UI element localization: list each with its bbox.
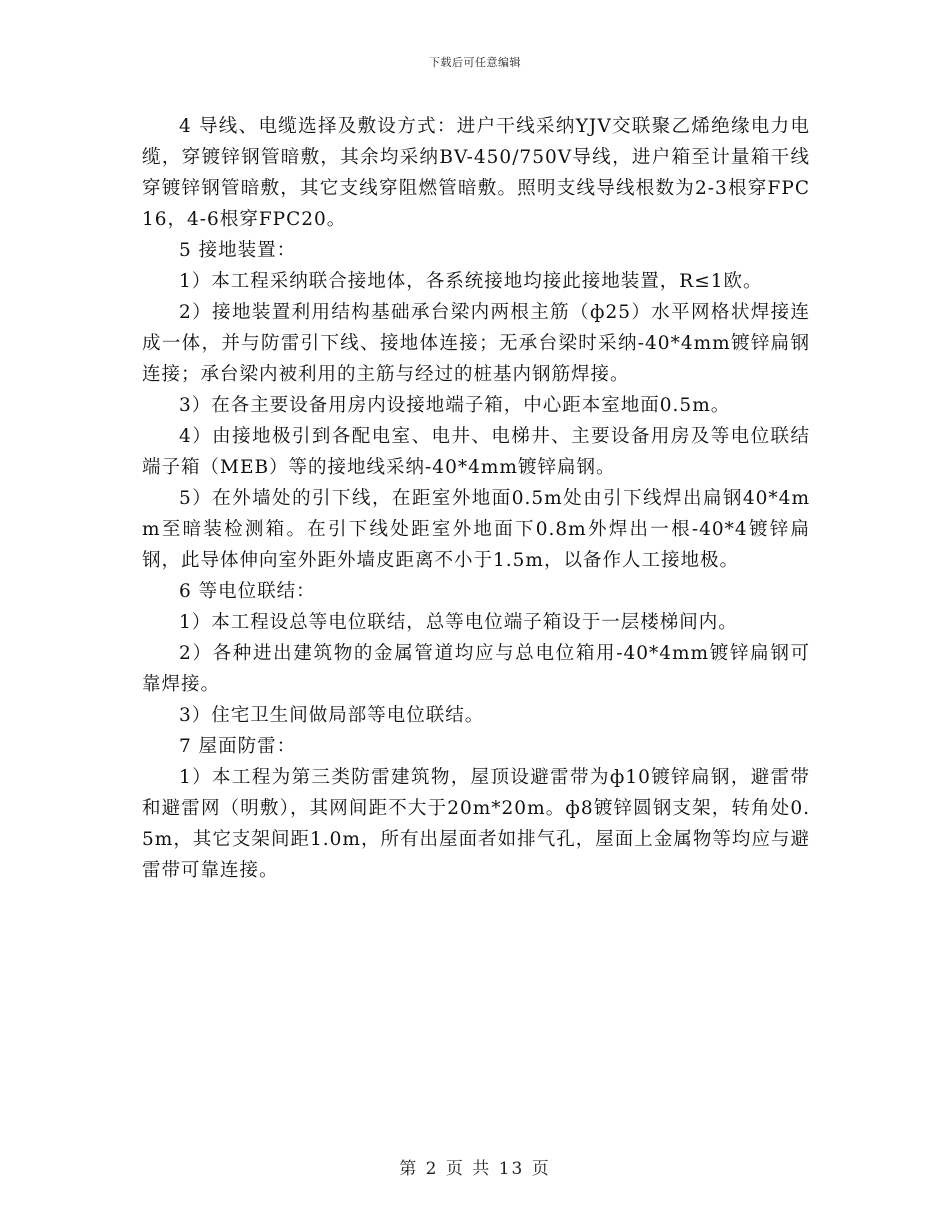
paragraph-grounding-2: 2）接地装置利用结构基础承台梁内两根主筋（ф25）水平网格状焊接连成一体，并与防雷引下线、接地体连接；无承台梁时采纳-40*4mm镀锌扁钢连接；承台梁内被利用的主筋与经过的桩基内钢筋焊接。 <box>142 302 810 385</box>
heading-roof-lightning: 7 屋面防雷： <box>179 736 297 757</box>
paragraph-equipotential-3: 3）住宅卫生间做局部等电位联结。 <box>179 705 485 726</box>
paragraph-grounding-3: 3）在各主要设备用房内设接地端子箱，中心距本室地面0.5m。 <box>179 395 731 416</box>
page-number-footer: 第 2 页 共 13 页 <box>399 1159 551 1179</box>
page-header: 下载后可任意编辑 <box>429 56 521 69</box>
paragraph-equipotential-1: 1）本工程设总等电位联结，总等电位端子箱设于一层楼梯间内。 <box>179 612 738 633</box>
paragraph-grounding-4: 4）由接地极引到各配电室、电井、电梯井、主要设备用房及等电位联结端子箱（MEB）等的接地线采纳-40*4mm镀锌扁钢。 <box>142 426 810 478</box>
paragraph-equipotential-2: 2）各种进出建筑物的金属管道均应与总电位箱用-40*4mm镀锌扁钢可靠焊接。 <box>142 643 810 695</box>
document-body <box>142 111 810 886</box>
paragraph-grounding-5: 5）在外墙处的引下线，在距室外地面0.5m处由引下线焊出扁钢40*4mm至暗装检测箱。在引下线处距室外地面下0.8m外焊出一根-40*4镀锌扁钢，此导体伸向室外距外墙皮距离不小于1.5m，以备作人工接地极。 <box>142 488 810 571</box>
paragraph-wiring: 4 导线、电缆选择及敷设方式：进户干线采纳YJV交联聚乙烯绝缘电力电缆，穿镀锌钢管暗敷，其余均采纳BV-450/750V导线，进户箱至计量箱干线穿镀锌钢管暗敷，其它支线穿阻燃管暗敷。照明支线导线根数为2-3根穿FPC16，4-6根穿FPC20。 <box>142 116 810 230</box>
heading-equipotential: 6 等电位联结： <box>179 581 316 602</box>
paragraph-grounding-1: 1）本工程采纳联合接地体，各系统接地均接此接地装置，R≤1欧。 <box>179 271 763 292</box>
paragraph-roof-lightning-1: 1）本工程为第三类防雷建筑物，屋顶设避雷带为ф10镀锌扁钢，避雷带和避雷网（明敷），其网间距不大于20m*20m。ф8镀锌圆钢支架，转角处0.5m，其它支架间距1.0m，所有出屋面者如排气孔，屋面上金属物等均应与避雷带可靠连接。 <box>142 767 810 881</box>
heading-grounding: 5 接地装置： <box>179 240 297 261</box>
